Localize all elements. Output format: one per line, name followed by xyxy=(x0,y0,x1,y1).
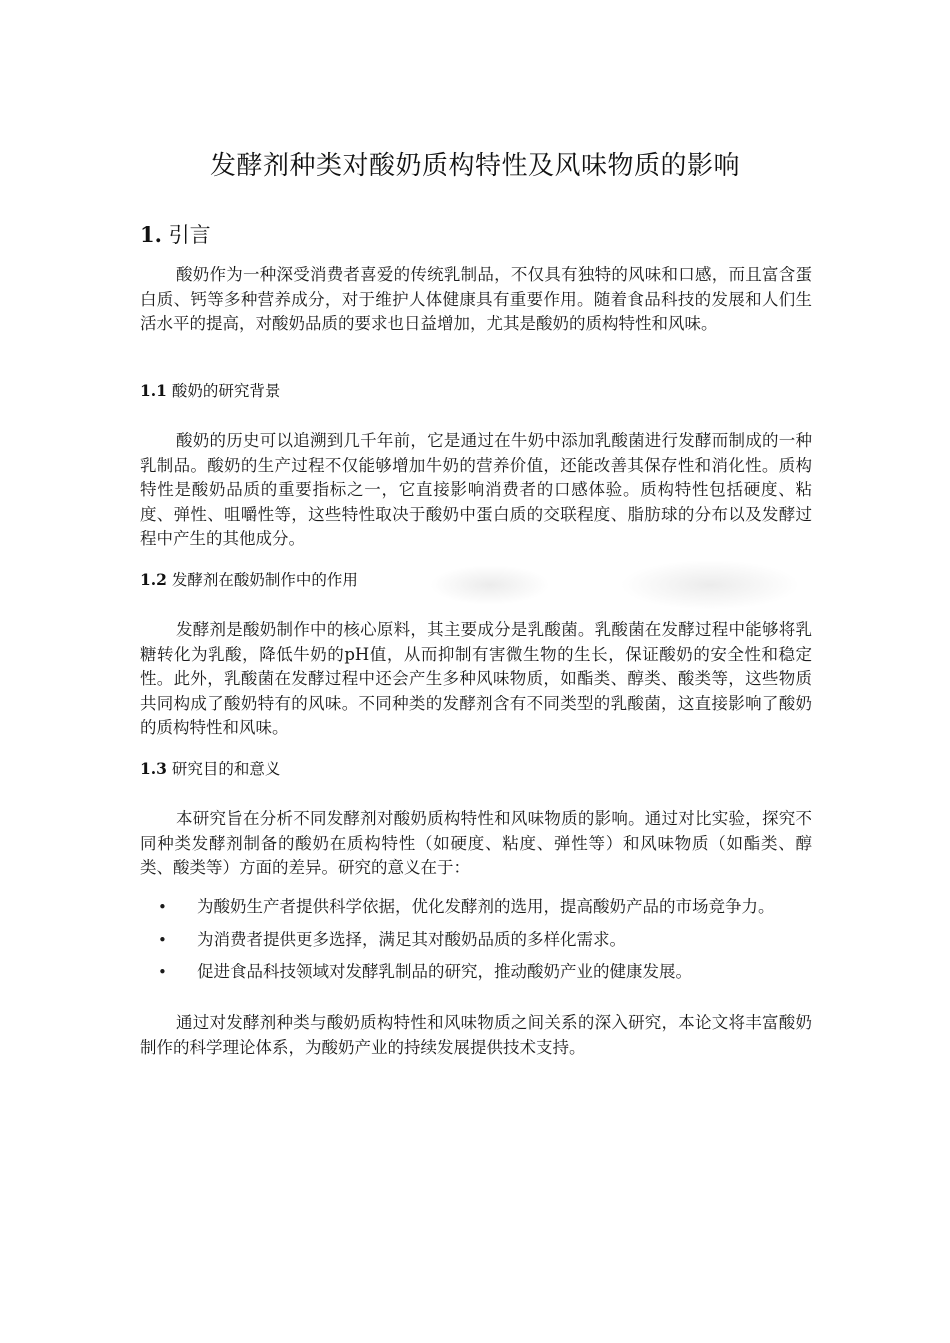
scan-smudge xyxy=(430,565,550,605)
section-1-3-paragraph: 本研究旨在分析不同发酵剂对酸奶质构特性和风味物质的影响。通过对比实验，探究不同种类发酵剂制备的酸奶在质构特性（如硬度、粘度、弹性等）和风味物质（如酯类、醇类、酸类等）方面的差异。研究的意义在于： xyxy=(140,809,812,877)
section-1-number: 1. xyxy=(140,222,162,247)
scan-smudge xyxy=(620,560,800,610)
bullet-icon: • xyxy=(158,963,167,981)
section-1-3-number: 1.3 xyxy=(140,759,167,778)
list-item xyxy=(140,928,812,953)
section-1-3-heading xyxy=(140,757,280,781)
significance-list xyxy=(140,895,812,993)
bullet-icon: • xyxy=(158,898,167,916)
section-1-1-title: 酸奶的研究背景 xyxy=(171,382,281,400)
section-1-2-paragraph: 发酵剂是酸奶制作中的核心原料，其主要成分是乳酸菌。乳酸菌在发酵过程中能够将乳糖转化为乳酸，降低牛奶的pH值，从而抑制有害微生物的生长，保证酸奶的安全性和稳定性。此外，乳酸菌在发酵过程中还会产生多种风味物质，如酯类、醇类、酸类等，这些物质共同构成了酸奶特有的风味。不同种类的发酵剂含有不同类型的乳酸菌，这直接影响了酸奶的质构特性和风味。 xyxy=(140,620,812,737)
section-1-heading xyxy=(140,220,211,250)
section-1-1-heading xyxy=(140,379,280,403)
list-item xyxy=(140,895,812,920)
conclusion-paragraph: 通过对发酵剂种类与酸奶质构特性和风味物质之间关系的深入研究，本论文将丰富酸奶制作的科学理论体系，为酸奶产业的持续发展提供技术支持。 xyxy=(140,1013,812,1057)
list-item xyxy=(140,960,812,985)
section-1-2-number: 1.2 xyxy=(140,570,167,589)
section-1-1-paragraph: 酸奶的历史可以追溯到几千年前，它是通过在牛奶中添加乳酸菌进行发酵而制成的一种乳制品。酸奶的生产过程不仅能够增加牛奶的营养价值，还能改善其保存性和消化性。质构特性是酸奶品质的重要指标之一，它直接影响消费者的口感体验。质构特性包括硬度、粘度、弹性、咀嚼性等，这些特性取决于酸奶中蛋白质的交联程度、脂肪球的分布以及发酵过程中产生的其他成分。 xyxy=(140,431,812,548)
section-1-2-title: 发酵剂在酸奶制作中的作用 xyxy=(171,571,358,589)
section-1-3-title: 研究目的和意义 xyxy=(171,760,281,778)
list-item-text: 促进食品科技领域对发酵乳制品的研究，推动酸奶产业的健康发展。 xyxy=(197,962,692,981)
document-title: 发酵剂种类对酸奶质构特性及风味物质的影响 xyxy=(209,151,740,181)
bullet-icon: • xyxy=(158,930,167,949)
list-item-text: 为酸奶生产者提供科学依据，优化发酵剂的选用，提高酸奶产品的市场竞争力。 xyxy=(197,897,775,916)
section-1-title: 引言 xyxy=(168,223,211,247)
list-item-text: 为消费者提供更多选择，满足其对酸奶品质的多样化需求。 xyxy=(197,929,626,949)
section-1-1-number: 1.1 xyxy=(140,381,167,400)
section-1-intro-paragraph: 酸奶作为一种深受消费者喜爱的传统乳制品，不仅具有独特的风味和口感，而且富含蛋白质、钙等多种营养成分，对于维护人体健康具有重要作用。随着食品科技的发展和人们生活水平的提高，对酸奶品质的要求也日益增加，尤其是酸奶的质构特性和风味。 xyxy=(140,265,812,333)
section-1-2-heading xyxy=(140,568,358,592)
